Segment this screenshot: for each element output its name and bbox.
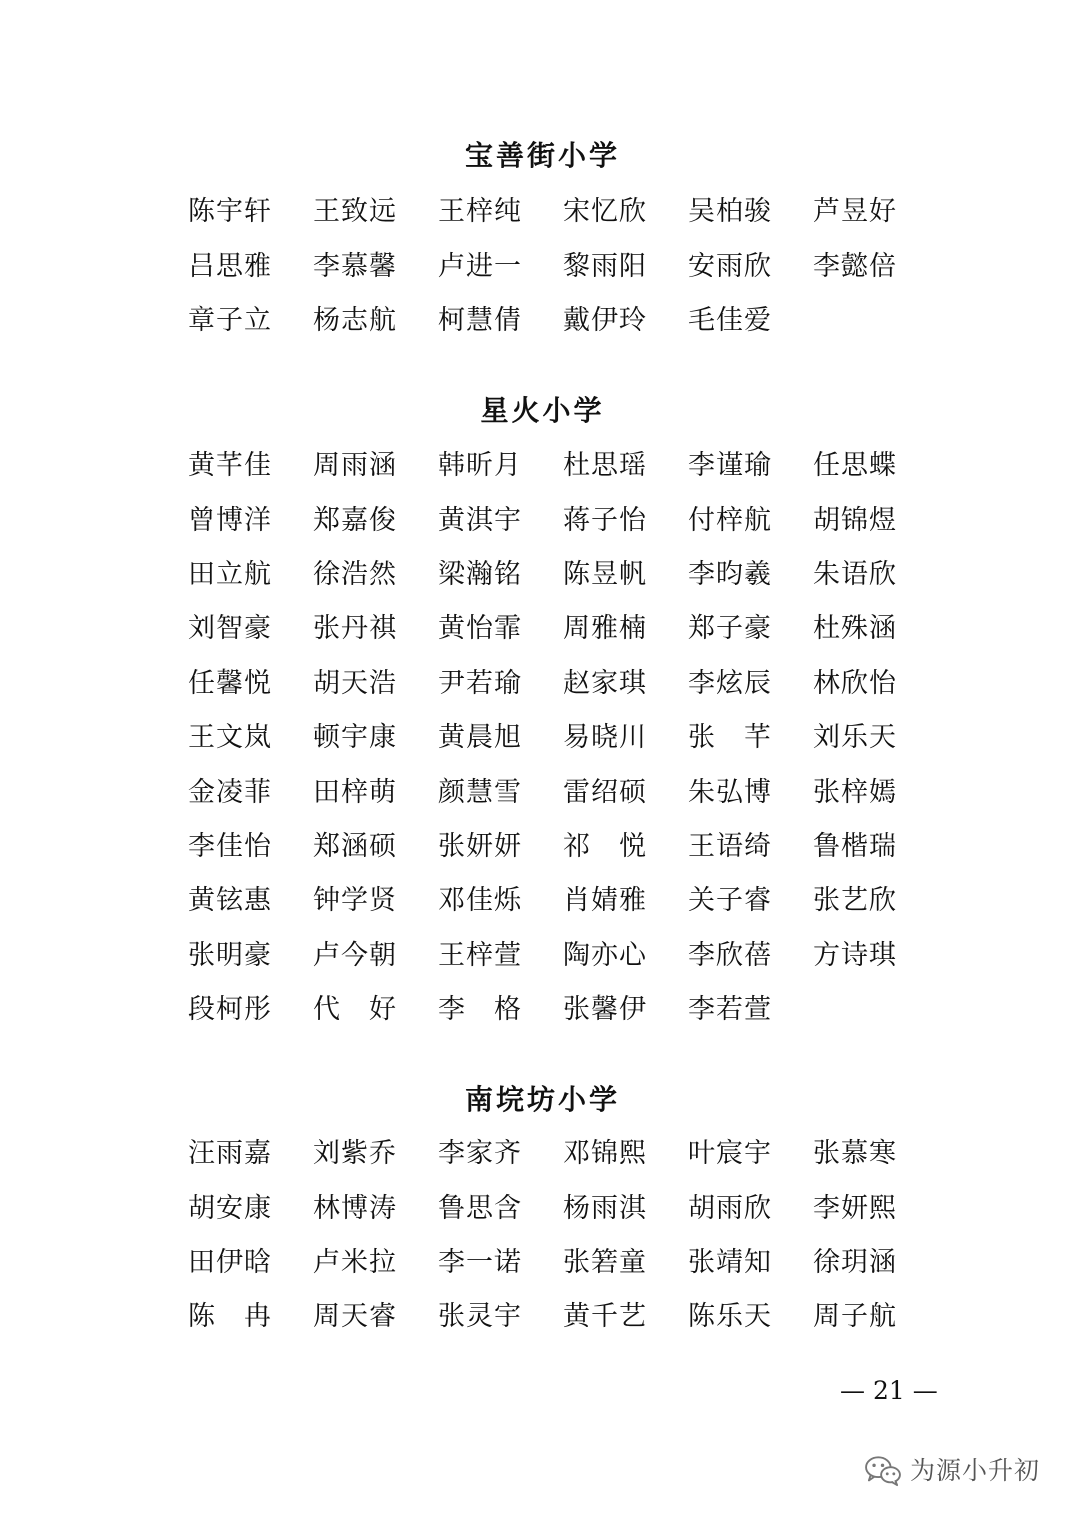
student-name: 段柯彤 bbox=[188, 994, 272, 1026]
student-name: 王梓纯 bbox=[438, 196, 522, 228]
student-name: 黄怡霏 bbox=[438, 613, 522, 645]
page-number: — 21 — bbox=[840, 1376, 938, 1405]
student-name: 田立航 bbox=[188, 558, 272, 590]
student-name: 胡雨欣 bbox=[688, 1192, 772, 1224]
student-name: 周雨涵 bbox=[313, 450, 397, 482]
student-name: 黄淇宇 bbox=[438, 504, 522, 536]
student-name: 毛佳爱 bbox=[688, 304, 772, 336]
section-title: 星火小学 bbox=[480, 394, 605, 427]
student-name: 李 格 bbox=[438, 994, 522, 1026]
student-name: 李一诺 bbox=[438, 1246, 522, 1278]
student-name: 蒋子怡 bbox=[563, 504, 647, 536]
student-name: 田梓萌 bbox=[313, 776, 397, 808]
name-grid bbox=[188, 439, 948, 1037]
student-name: 李若萱 bbox=[688, 994, 772, 1026]
student-name: 安雨欣 bbox=[688, 250, 772, 282]
watermark-text: 为源小升初 bbox=[910, 1456, 1041, 1485]
student-name: 张箬童 bbox=[563, 1246, 647, 1278]
student-name: 鲁楷瑞 bbox=[813, 830, 897, 862]
student-name: 吴柏骏 bbox=[688, 196, 772, 228]
student-name: 胡安康 bbox=[188, 1192, 272, 1224]
student-name: 代 好 bbox=[313, 994, 397, 1026]
student-name: 方诗琪 bbox=[813, 939, 897, 971]
student-name: 任馨悦 bbox=[188, 667, 272, 699]
student-name: 林欣怡 bbox=[813, 667, 897, 699]
student-name: 卢米拉 bbox=[313, 1246, 397, 1278]
student-name: 邓佳烁 bbox=[438, 885, 522, 917]
student-name: 李慕馨 bbox=[313, 250, 397, 282]
student-name: 张明豪 bbox=[188, 939, 272, 971]
student-name: 金凌菲 bbox=[188, 776, 272, 808]
section-title: 宝善街小学 bbox=[464, 139, 620, 172]
student-name: 顿宇康 bbox=[313, 722, 397, 754]
student-name: 雷绍硕 bbox=[563, 776, 647, 808]
student-name: 钟学贤 bbox=[313, 885, 397, 917]
student-name: 郑涵硕 bbox=[313, 830, 397, 862]
student-name: 芦昱好 bbox=[813, 196, 897, 228]
student-name: 张丹祺 bbox=[313, 613, 397, 645]
student-name: 黄晨旭 bbox=[438, 722, 522, 754]
student-name: 胡锦煜 bbox=[813, 504, 897, 536]
student-name: 尹若瑜 bbox=[438, 667, 522, 699]
student-name: 张梓嫣 bbox=[813, 776, 897, 808]
student-name: 李谨瑜 bbox=[688, 450, 772, 482]
section-title: 南垸坊小学 bbox=[464, 1083, 620, 1116]
student-name: 胡天浩 bbox=[313, 667, 397, 699]
student-name: 王文岚 bbox=[188, 722, 272, 754]
student-name: 郑子豪 bbox=[688, 613, 772, 645]
student-name: 李昀羲 bbox=[688, 558, 772, 590]
student-name: 吕思雅 bbox=[188, 250, 272, 282]
student-name: 周子航 bbox=[813, 1301, 897, 1333]
student-name: 杜殊涵 bbox=[813, 613, 897, 645]
student-name: 卢进一 bbox=[438, 250, 522, 282]
student-name: 汪雨嘉 bbox=[188, 1138, 272, 1170]
student-name: 李懿倍 bbox=[813, 250, 897, 282]
student-name: 周雅楠 bbox=[563, 613, 647, 645]
student-name: 赵家琪 bbox=[563, 667, 647, 699]
student-name: 杨雨淇 bbox=[563, 1192, 647, 1224]
student-name: 张妍妍 bbox=[438, 830, 522, 862]
student-name: 杜思瑶 bbox=[563, 450, 647, 482]
student-name: 陈昱帆 bbox=[563, 558, 647, 590]
student-name: 宋忆欣 bbox=[563, 196, 647, 228]
student-name: 王语绮 bbox=[688, 830, 772, 862]
wechat-icon bbox=[864, 1455, 902, 1487]
student-name: 章子立 bbox=[188, 304, 272, 336]
student-name: 杨志航 bbox=[313, 304, 397, 336]
student-name: 刘乐天 bbox=[813, 722, 897, 754]
watermark bbox=[864, 1455, 1040, 1487]
student-name: 戴伊玲 bbox=[563, 304, 647, 336]
student-name: 张馨伊 bbox=[563, 994, 647, 1026]
student-name: 张靖知 bbox=[688, 1246, 772, 1278]
student-name: 韩昕月 bbox=[438, 450, 522, 482]
student-name: 任思蝶 bbox=[813, 450, 897, 482]
student-name: 柯慧倩 bbox=[438, 304, 522, 336]
student-name: 刘智豪 bbox=[188, 613, 272, 645]
student-name: 王梓萱 bbox=[438, 939, 522, 971]
student-name: 李妍熙 bbox=[813, 1192, 897, 1224]
student-name: 肖婧雅 bbox=[563, 885, 647, 917]
name-grid bbox=[188, 185, 948, 348]
student-name: 张灵宇 bbox=[438, 1301, 522, 1333]
student-name: 王致远 bbox=[313, 196, 397, 228]
student-name: 陈宇轩 bbox=[188, 196, 272, 228]
student-name: 陈 冉 bbox=[188, 1301, 272, 1333]
student-name: 黄芊佳 bbox=[188, 450, 272, 482]
student-name: 易晓川 bbox=[563, 722, 647, 754]
student-name: 颜慧雪 bbox=[438, 776, 522, 808]
student-name: 李佳怡 bbox=[188, 830, 272, 862]
student-name: 张 芊 bbox=[688, 722, 772, 754]
student-name: 林博涛 bbox=[313, 1192, 397, 1224]
student-name: 曾博洋 bbox=[188, 504, 272, 536]
student-name: 叶宸宇 bbox=[688, 1138, 772, 1170]
student-name: 祁 悦 bbox=[563, 830, 647, 862]
student-name: 郑嘉俊 bbox=[313, 504, 397, 536]
student-name: 卢今朝 bbox=[313, 939, 397, 971]
student-name: 陶亦心 bbox=[563, 939, 647, 971]
student-name: 陈乐天 bbox=[688, 1301, 772, 1333]
student-name: 朱语欣 bbox=[813, 558, 897, 590]
student-name: 黄铉惠 bbox=[188, 885, 272, 917]
student-name: 刘紫乔 bbox=[313, 1138, 397, 1170]
student-name: 张慕寒 bbox=[813, 1138, 897, 1170]
student-name: 付梓航 bbox=[688, 504, 772, 536]
student-name: 梁瀚铭 bbox=[438, 558, 522, 590]
student-name: 李炫辰 bbox=[688, 667, 772, 699]
student-name: 鲁思含 bbox=[438, 1192, 522, 1224]
student-name: 徐浩然 bbox=[313, 558, 397, 590]
student-name: 关子睿 bbox=[688, 885, 772, 917]
student-name: 黎雨阳 bbox=[563, 250, 647, 282]
name-grid bbox=[188, 1127, 948, 1345]
student-name: 李家齐 bbox=[438, 1138, 522, 1170]
student-name: 周天睿 bbox=[313, 1301, 397, 1333]
student-name: 黄千艺 bbox=[563, 1301, 647, 1333]
student-name: 朱弘博 bbox=[688, 776, 772, 808]
student-name: 田伊晗 bbox=[188, 1246, 272, 1278]
student-name: 张艺欣 bbox=[813, 885, 897, 917]
student-name: 李欣蓓 bbox=[688, 939, 772, 971]
student-name: 徐玥涵 bbox=[813, 1246, 897, 1278]
student-name: 邓锦熙 bbox=[563, 1138, 647, 1170]
